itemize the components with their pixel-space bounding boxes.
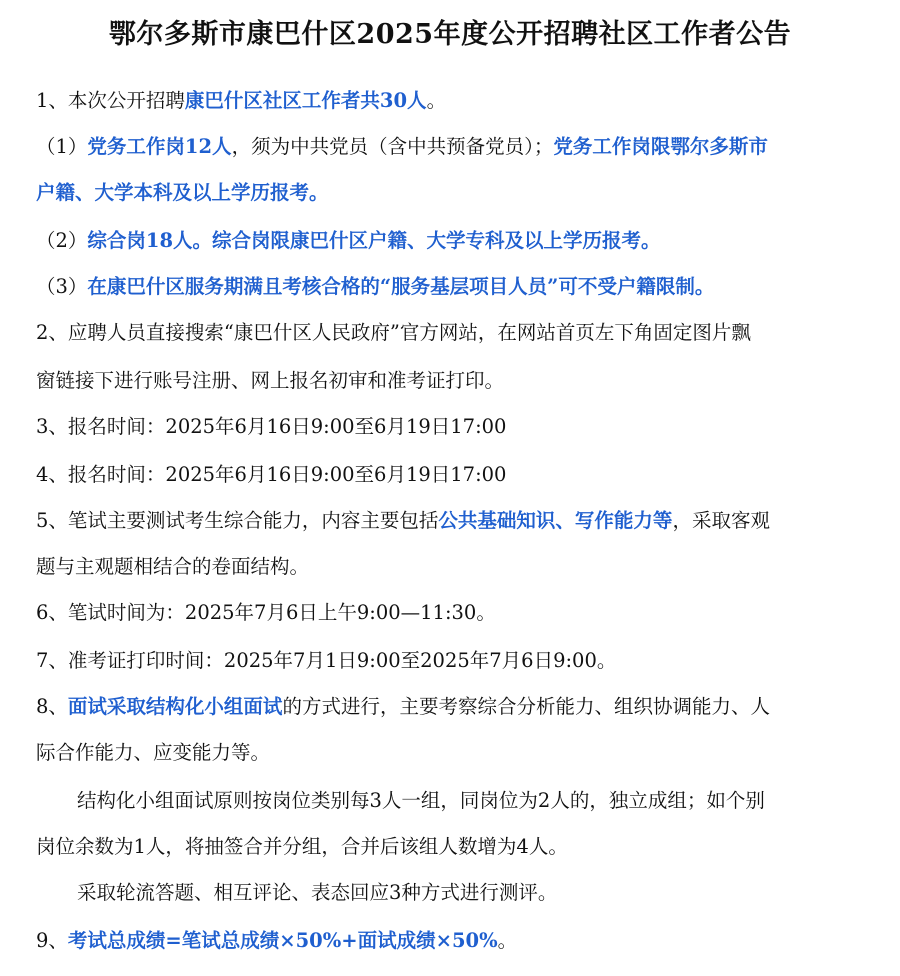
paragraph-line [36, 134, 872, 160]
text-run: 结构化小组面试原则按岗位类别每3人一组，同岗位为2人的，独立成组；如个别 [77, 789, 765, 812]
paragraph-line [36, 554, 872, 580]
highlighted-text: 在康巴什区服务期满且考核合格的“服务基层项目人员”可不受户籍限制。 [87, 275, 715, 298]
paragraph-line [36, 180, 872, 206]
paragraph-line [77, 788, 872, 814]
paragraph-line [36, 928, 872, 954]
highlighted-text: 公共基础知识、写作能力等 [438, 509, 673, 532]
text-run: 窗链接下进行账号注册、网上报名初审和准考证打印。 [36, 369, 505, 392]
paragraph-line [36, 228, 872, 254]
paragraph-line [36, 600, 872, 626]
text-run: （1） [36, 135, 88, 158]
text-run: 1、本次公开招聘 [36, 89, 185, 112]
text-run: 的方式进行，主要考察综合分析能力、组织协调能力、人 [282, 695, 770, 718]
paragraph-line [36, 740, 872, 766]
highlighted-text: 康巴什区社区工作者共30人 [184, 89, 427, 112]
text-run: ，采取客观 [672, 509, 770, 532]
document-title: 鄂尔多斯市康巴什区2025年度公开招聘社区工作者公告 [108, 19, 792, 50]
paragraph-line [36, 274, 872, 300]
text-run: 采取轮流答题、相互评论、表态回应3种方式进行测评。 [77, 881, 558, 904]
text-run: ，须为中共党员（含中共预备党员）； [231, 135, 554, 158]
text-run: 。 [497, 929, 518, 952]
text-run: 6、笔试时间为：2025年7月6日上午9:00—11:30。 [36, 601, 496, 624]
highlighted-text: 考试总成绩=笔试总成绩×50%+面试成绩×50% [67, 929, 498, 952]
text-run: 题与主观题相结合的卷面结构。 [36, 555, 310, 578]
text-run: 。 [426, 89, 447, 112]
text-run: 际合作能力、应变能力等。 [36, 741, 271, 764]
highlighted-text: 面试采取结构化小组面试 [67, 695, 283, 718]
highlighted-text: 党务工作岗12人 [87, 135, 232, 158]
text-run: 8、 [36, 695, 68, 718]
highlighted-text: 综合岗18人。综合岗限康巴什区户籍、大学专科及以上学历报考。 [87, 229, 661, 252]
highlighted-text: 户籍、大学本科及以上学历报考。 [36, 181, 329, 204]
text-run: 3、报名时间：2025年6月16日9:00至6月19日17:00 [36, 415, 507, 438]
text-run: 9、 [36, 929, 68, 952]
text-run: （3） [36, 275, 88, 298]
paragraph-line [36, 694, 872, 720]
paragraph-line [36, 414, 872, 440]
paragraph-line [36, 320, 872, 346]
paragraph-line [36, 648, 872, 674]
text-run: 7、准考证打印时间：2025年7月1日9:00至2025年7月6日9:00。 [36, 649, 617, 672]
paragraph-line [36, 368, 872, 394]
text-run: 5、笔试主要测试考生综合能力，内容主要包括 [36, 509, 439, 532]
paragraph-line [36, 834, 872, 860]
text-run: 2、应聘人员直接搜索“康巴什区人民政府”官方网站，在网站首页左下角固定图片飘 [36, 321, 751, 344]
paragraph-line [36, 88, 872, 114]
highlighted-text: 党务工作岗限鄂尔多斯市 [553, 135, 768, 158]
paragraph-line [77, 880, 872, 906]
paragraph-line [36, 508, 872, 534]
text-run: 4、报名时间：2025年6月16日9:00至6月19日17:00 [36, 463, 507, 486]
text-run: 岗位余数为1人，将抽签合并分组，合并后该组人数增为4人。 [36, 835, 568, 858]
text-run: （2） [36, 229, 88, 252]
paragraph-line [36, 462, 872, 488]
